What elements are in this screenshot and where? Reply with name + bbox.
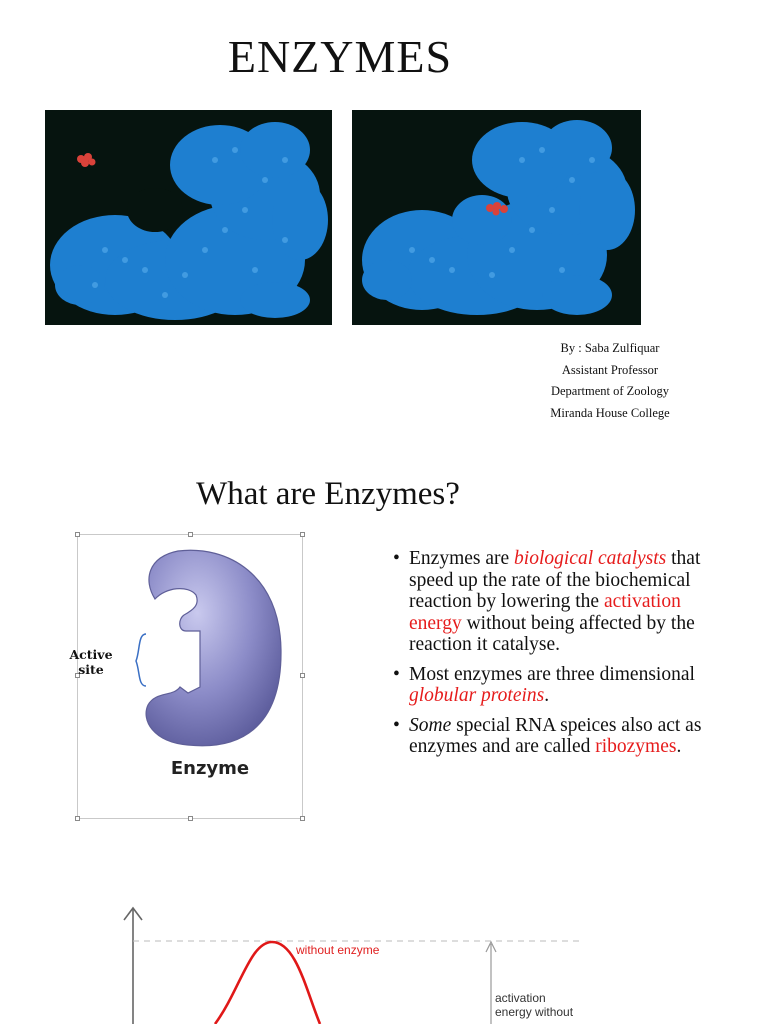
active-site-label-line1: Active <box>69 647 113 662</box>
highlight-biological-catalysts: biological catalysts <box>514 548 667 569</box>
activation-energy-diagram <box>0 880 768 1024</box>
active-site-label-line2: site <box>78 662 104 677</box>
highlight-activation-energy: activation energy <box>409 591 681 634</box>
activation-energy-label <box>495 991 573 1019</box>
curve-label-without-enzyme: without enzyme <box>296 943 380 957</box>
byline-author: By : Saba Zulfiquar <box>560 341 660 355</box>
bullet-biological-catalysts: • Enzymes are biological catalysts that speed up the rate of the biochemical reaction by lowering the activation energy without being affected by the reaction it catalyse. <box>393 548 738 656</box>
activation-label-line2: energy without <box>495 1005 574 1019</box>
active-site-bracket <box>128 631 168 691</box>
enzyme-substrate-bound-image <box>352 110 641 325</box>
enzyme-caption: Enzyme <box>170 758 250 779</box>
active-site-label <box>62 647 120 677</box>
byline-college: Miranda House College <box>550 405 670 420</box>
enzyme-substrate-separate-image <box>45 110 332 325</box>
byline-position: Assistant Professor <box>561 362 659 377</box>
activation-label-line1: activation <box>495 991 546 1005</box>
enzyme-model-right <box>352 110 641 325</box>
slide2-title: What are Enzymes? <box>196 476 460 512</box>
author-byline <box>520 338 700 424</box>
byline-department: Department of Zoology <box>550 384 670 398</box>
slide1-title: ENZYMES <box>227 31 453 82</box>
highlight-ribozymes: ribozymes <box>595 736 677 757</box>
bullet-ribozymes: • Some special RNA speices also act as enzymes and are called ribozymes. <box>393 715 738 758</box>
enzyme-definition-bullets <box>393 548 738 766</box>
highlight-globular-proteins: globular proteins <box>409 685 545 706</box>
bullet-globular-proteins: • Most enzymes are three dimensional globular proteins. <box>393 664 738 707</box>
enzyme-model-left <box>45 110 332 325</box>
substrate-molecule <box>77 153 96 167</box>
